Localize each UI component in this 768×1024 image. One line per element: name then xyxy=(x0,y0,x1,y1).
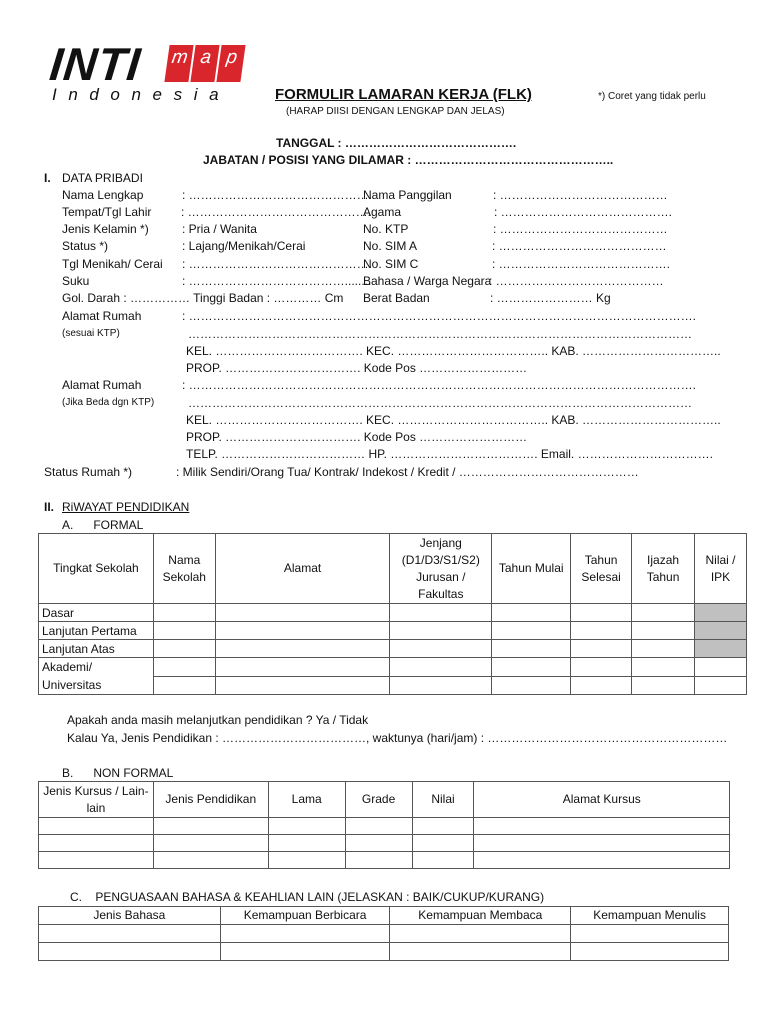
field-label: Alamat Rumah xyxy=(62,378,142,392)
table-cell[interactable] xyxy=(345,818,412,835)
table-cell[interactable] xyxy=(390,925,571,943)
table-cell[interactable] xyxy=(39,852,154,869)
column-header: Jenjang (D1/D3/S1/S2) Jurusan / Fakultas xyxy=(390,534,492,604)
nonformal-education-table xyxy=(38,781,730,869)
strike-note: *) Coret yang tidak perlu xyxy=(598,91,706,102)
table-cell[interactable] xyxy=(153,852,268,869)
column-header: Kemampuan Membaca xyxy=(390,907,571,925)
column-header: Nama Sekolah xyxy=(153,534,215,604)
alamat-beda-kel-kec-kab[interactable]: KEL. ………………………………. KEC. ……………………………….. KAB. …………………………….. xyxy=(186,413,721,427)
jabatan-field[interactable]: JABATAN / POSISI YANG DILAMAR : ………………………………………….. xyxy=(203,153,614,167)
field-sublabel: (Jika Beda dgn KTP) xyxy=(62,397,155,408)
logo-map-letter: p xyxy=(216,45,245,82)
table-cell[interactable] xyxy=(492,604,571,622)
education-type-time-input[interactable]: Kalau Ya, Jenis Pendidikan : ………………………………, waktunya (hari/jam) : …………………………………………………… xyxy=(67,731,728,745)
table-cell[interactable] xyxy=(412,852,474,869)
table-cell[interactable] xyxy=(492,640,571,658)
field-label: Agama xyxy=(363,205,402,219)
table-cell[interactable] xyxy=(153,658,215,677)
table-cell[interactable] xyxy=(632,622,695,640)
table-cell[interactable] xyxy=(390,943,571,961)
column-header: Jenis Kursus / Lain-lain xyxy=(39,782,154,818)
field-label: Tempat/Tgl Lahir xyxy=(62,205,152,219)
column-header: Ijazah Tahun xyxy=(632,534,695,604)
tanggal-field[interactable]: TANGGAL : ……………………………………. xyxy=(276,136,517,150)
section1-number: I. xyxy=(44,171,51,185)
table-cell[interactable] xyxy=(571,640,632,658)
table-row xyxy=(39,852,730,869)
language-skills-table xyxy=(38,906,729,961)
table-cell[interactable] xyxy=(390,622,492,640)
gol-darah-tinggi-input[interactable]: Gol. Darah : …………… Tinggi Badan : ………… Cm xyxy=(62,291,344,305)
table-cell[interactable] xyxy=(474,818,730,835)
column-header: Tingkat Sekolah xyxy=(39,534,154,604)
field-sublabel: (sesuai KTP) xyxy=(62,328,120,339)
table-cell-disabled xyxy=(695,604,747,622)
nonformal-header-row xyxy=(39,782,730,818)
row-label xyxy=(39,658,154,695)
formal-header-row xyxy=(39,534,747,604)
table-row xyxy=(39,640,747,658)
alamat-ktp-prop-kodepos[interactable]: PROP. ……………………………. Kode Pos ……………………… xyxy=(186,361,528,375)
row-label-line: Universitas xyxy=(42,678,102,692)
field-label: Nama Lengkap xyxy=(62,188,144,202)
table-row xyxy=(39,925,729,943)
table-row xyxy=(39,658,747,677)
column-header: Alamat xyxy=(215,534,390,604)
table-cell[interactable] xyxy=(571,658,632,677)
table-cell[interactable] xyxy=(220,943,390,961)
row-label: Lanjutan Pertama xyxy=(39,622,154,640)
table-cell[interactable] xyxy=(215,658,390,677)
table-cell[interactable] xyxy=(390,658,492,677)
row-label: Lanjutan Atas xyxy=(39,640,154,658)
table-row xyxy=(39,818,730,835)
logo-map-letter: m xyxy=(164,45,193,82)
agama-input[interactable]: : ……………………………………. xyxy=(494,205,673,219)
section1-heading: DATA PRIBADI xyxy=(62,171,143,185)
column-header: Nilai / IPK xyxy=(695,534,747,604)
bahasa-warga-negara-input[interactable]: : …………………………………… xyxy=(489,274,664,288)
form-subtitle: (HARAP DIISI DENGAN LENGKAP DAN JELAS) xyxy=(286,106,505,117)
table-cell[interactable] xyxy=(268,852,345,869)
table-cell[interactable] xyxy=(153,835,268,852)
row-label: Dasar xyxy=(39,604,154,622)
table-cell[interactable] xyxy=(215,640,390,658)
telp-hp-email-line[interactable]: TELP. ……………………………… HP. ………………………………. Email. ……………………………. xyxy=(186,447,713,461)
table-cell[interactable] xyxy=(268,818,345,835)
alamat-ktp-line1[interactable]: : ………………………………………………………………………………………………………………. xyxy=(182,309,697,323)
column-header: Jenis Pendidikan xyxy=(153,782,268,818)
field-label: Berat Badan xyxy=(363,291,430,305)
table-cell[interactable] xyxy=(474,835,730,852)
column-header: Grade xyxy=(345,782,412,818)
nama-lengkap-input[interactable]: : ………………………………………. xyxy=(182,188,373,202)
table-cell-disabled xyxy=(695,640,747,658)
alamat-ktp-line2[interactable]: ……………………………………………………………………………………………………………… xyxy=(188,327,692,341)
status-rumah-input[interactable]: : Milik Sendiri/Orang Tua/ Kontrak/ Indekost / Kredit / ……………………………………… xyxy=(176,465,639,479)
logo-map-letter: a xyxy=(190,45,219,82)
table-cell[interactable] xyxy=(220,925,390,943)
table-cell[interactable] xyxy=(39,835,154,852)
table-cell[interactable] xyxy=(153,676,215,695)
continuing-education-question: Apakah anda masih melanjutkan pendidikan ? Ya / Tidak xyxy=(67,713,369,727)
field-label: Alamat Rumah xyxy=(62,309,142,323)
alamat-ktp-kel-kec-kab[interactable]: KEL. ………………………………. KEC. ……………………………….. KAB. …………………………….. xyxy=(186,344,721,358)
alamat-beda-prop-kodepos[interactable]: PROP. ……………………………. Kode Pos ……………………… xyxy=(186,430,528,444)
table-cell[interactable] xyxy=(39,943,221,961)
logo-inti-text: INTI xyxy=(47,38,144,90)
table-cell[interactable] xyxy=(39,818,154,835)
column-header: Jenis Bahasa xyxy=(39,907,221,925)
formal-subheading: A. FORMAL xyxy=(62,518,144,532)
suku-input[interactable]: : …………………………………........ xyxy=(182,274,372,288)
table-cell[interactable] xyxy=(215,622,390,640)
table-cell[interactable] xyxy=(390,676,492,695)
table-cell[interactable] xyxy=(695,658,747,677)
table-cell[interactable] xyxy=(412,835,474,852)
table-cell[interactable] xyxy=(215,604,390,622)
language-header-row xyxy=(39,907,729,925)
field-label: Nama Panggilan xyxy=(363,188,452,202)
table-cell[interactable] xyxy=(153,818,268,835)
formal-education-table xyxy=(38,533,747,695)
form-title: FORMULIR LAMARAN KERJA (FLK) xyxy=(275,86,532,103)
table-row xyxy=(39,943,729,961)
field-label: Status *) xyxy=(62,239,109,253)
table-cell[interactable] xyxy=(632,658,695,677)
berat-badan-input[interactable]: : …………………… Kg xyxy=(490,291,611,305)
tempat-tgl-lahir-input[interactable]: : ………………………………………. xyxy=(181,205,372,219)
table-cell[interactable] xyxy=(492,658,571,677)
column-header: Kemampuan Menulis xyxy=(571,907,729,925)
column-header: Kemampuan Berbicara xyxy=(220,907,390,925)
section2-heading: RiWAYAT PENDIDIKAN xyxy=(62,500,190,514)
tgl-menikah-input[interactable]: : ………………………………………. xyxy=(182,257,373,271)
column-header: Alamat Kursus xyxy=(474,782,730,818)
field-label: No. KTP xyxy=(363,222,409,236)
table-cell[interactable] xyxy=(390,640,492,658)
no-sim-a-input[interactable]: : …………………………………… xyxy=(492,239,667,253)
field-label: Bahasa / Warga Negara xyxy=(363,274,492,288)
alamat-beda-line2[interactable]: ……………………………………………………………………………………………………………… xyxy=(188,396,692,410)
column-header: Tahun Mulai xyxy=(492,534,571,604)
nama-panggilan-input[interactable]: : …………………………………… xyxy=(493,188,668,202)
status-input[interactable]: : Lajang/Menikah/Cerai xyxy=(182,239,306,253)
table-row xyxy=(39,604,747,622)
table-cell[interactable] xyxy=(390,604,492,622)
table-cell[interactable] xyxy=(268,835,345,852)
table-cell[interactable] xyxy=(695,676,747,695)
field-label: No. SIM A xyxy=(363,239,418,253)
no-ktp-input[interactable]: : …………………………………… xyxy=(493,222,668,236)
table-cell[interactable] xyxy=(571,622,632,640)
row-label-line: Akademi/ xyxy=(42,660,93,674)
language-skills-heading: C. PENGUASAAN BAHASA & KEAHLIAN LAIN (JELASKAN : BAIK/CUKUP/KURANG) xyxy=(70,890,545,904)
table-cell[interactable] xyxy=(474,852,730,869)
alamat-beda-line1[interactable]: : ………………………………………………………………………………………………………………. xyxy=(182,378,697,392)
column-header: Lama xyxy=(268,782,345,818)
nonformal-subheading: B. NON FORMAL xyxy=(62,766,174,780)
table-cell-disabled xyxy=(695,622,747,640)
table-cell[interactable] xyxy=(153,604,215,622)
table-cell[interactable] xyxy=(632,676,695,695)
table-cell[interactable] xyxy=(215,676,390,695)
table-cell[interactable] xyxy=(492,676,571,695)
field-label: Jenis Kelamin *) xyxy=(62,222,149,236)
table-cell[interactable] xyxy=(632,640,695,658)
field-label: No. SIM C xyxy=(363,257,419,271)
logo-map-blocks xyxy=(167,45,243,82)
table-cell[interactable] xyxy=(571,604,632,622)
table-row xyxy=(39,835,730,852)
table-cell[interactable] xyxy=(571,943,729,961)
table-cell[interactable] xyxy=(153,622,215,640)
status-rumah-label: Status Rumah *) xyxy=(44,465,133,479)
table-cell[interactable] xyxy=(412,818,474,835)
table-cell[interactable] xyxy=(153,640,215,658)
logo-subtitle: Indonesia xyxy=(52,85,231,104)
table-cell[interactable] xyxy=(345,852,412,869)
field-label: Tgl Menikah/ Cerai xyxy=(62,257,163,271)
table-cell[interactable] xyxy=(345,835,412,852)
table-row xyxy=(39,622,747,640)
table-cell[interactable] xyxy=(571,925,729,943)
table-cell[interactable] xyxy=(492,622,571,640)
table-cell[interactable] xyxy=(571,676,632,695)
field-label: Suku xyxy=(62,274,90,288)
table-cell[interactable] xyxy=(39,925,221,943)
no-sim-c-input[interactable]: : ……………………………………. xyxy=(492,257,671,271)
jenis-kelamin-input[interactable]: : Pria / Wanita xyxy=(182,222,257,236)
section2-number: II. xyxy=(44,500,55,514)
column-header: Tahun Selesai xyxy=(571,534,632,604)
column-header: Nilai xyxy=(412,782,474,818)
table-cell[interactable] xyxy=(632,604,695,622)
